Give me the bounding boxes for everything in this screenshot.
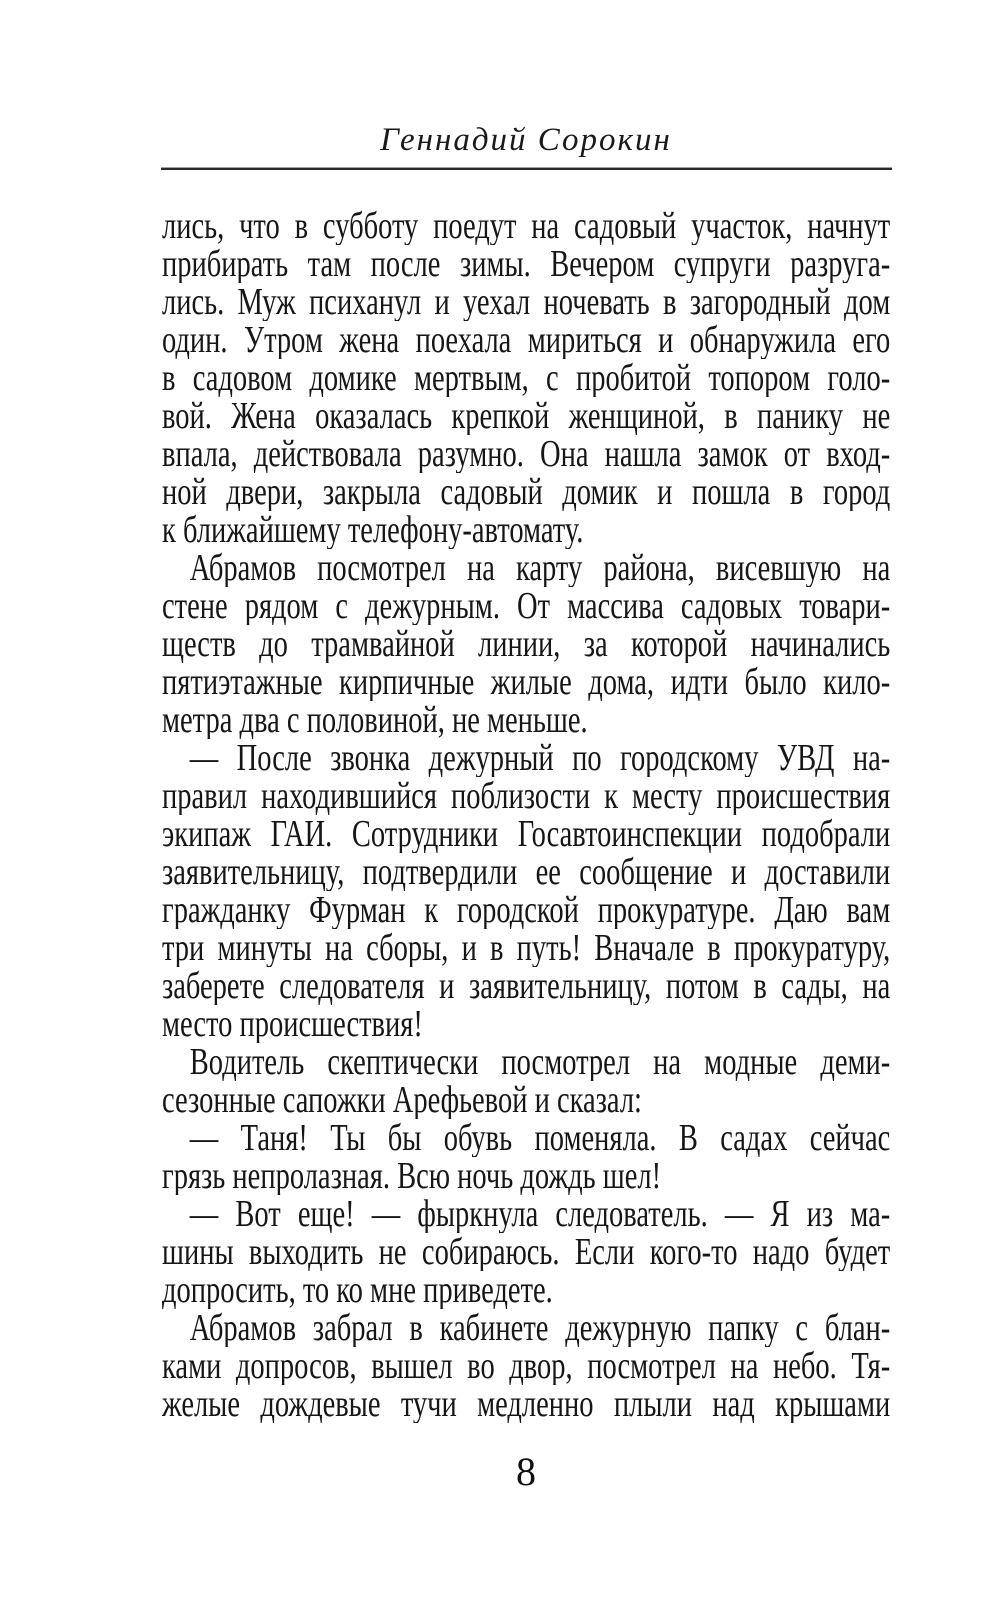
text-line: гражданку Фурман к городской прокуратуре. Даю вам: [162, 891, 891, 929]
text-line: пятиэтажные кирпичные жилые дома, идти было кило-: [162, 663, 891, 701]
text-line: желые дождевые тучи медленно плыли над крышами: [162, 1385, 891, 1423]
text-line: три минуты на сборы, и в путь! Вначале в прокуратуру,: [162, 929, 891, 967]
text-line: — После звонка дежурный по городскому УВД на-: [189, 739, 891, 777]
text-line: Абрамов забрал в кабинете дежурную папку с блан-: [189, 1309, 891, 1347]
text-line: Водитель скептически посмотрел на модные деми-: [189, 1043, 891, 1081]
text-line: грязь непролазная. Всю ночь дождь шел!: [162, 1157, 662, 1195]
text-line: ками допросов, вышел во двор, посмотрел на небо. Тя-: [162, 1347, 891, 1385]
text-line: лись. Муж психанул и уехал ночевать в загородный дом: [162, 283, 891, 321]
text-line: допросить, то ко мне приведете.: [162, 1271, 553, 1309]
text-line: стене рядом с дежурным. От массива садовых товари-: [162, 587, 891, 625]
author-header: Геннадий Сорокин: [380, 122, 672, 158]
text-line: метра два с половиной, не меньше.: [162, 701, 588, 739]
text-line: шины выходить не собираюсь. Если кого-то надо будет: [162, 1233, 891, 1271]
text-line: к ближайшему телефону-автомату.: [162, 511, 584, 549]
text-line: ной двери, закрыла садовый домик и пошла в город: [162, 473, 891, 511]
text-line: заявительницу, подтвердили ее сообщение и доставили: [162, 853, 891, 891]
text-line: сезонные сапожки Арефьевой и сказал:: [162, 1081, 642, 1119]
text-line: прибирать там после зимы. Вечером супруги разруга-: [162, 245, 891, 283]
text-line: место происшествия!: [162, 1005, 423, 1043]
text-line: ществ до трамвайной линии, за которой начинались: [162, 625, 891, 663]
text-line: — Вот еще! — фыркнула следователь. — Я из ма-: [189, 1195, 891, 1233]
header-rule-divider: [161, 167, 892, 170]
text-line: в садовом домике мертвым, с пробитой топором голо-: [162, 359, 891, 397]
text-line: Абрамов посмотрел на карту района, висевшую на: [189, 549, 891, 587]
text-line: экипаж ГАИ. Сотрудники Госавтоинспекции подобрали: [162, 815, 891, 853]
text-line: лись, что в субботу поедут на садовый участок, начнут: [162, 207, 891, 245]
text-line: один. Утром жена поехала мириться и обнаружила его: [162, 321, 891, 359]
text-line: впала, действовала разумно. Она нашла замок от вход-: [162, 435, 891, 473]
page-number: 8: [516, 1449, 536, 1494]
text-line: вой. Жена оказалась крепкой женщиной, в панику не: [162, 397, 891, 435]
text-line: правил находившийся поблизости к месту происшествия: [162, 777, 891, 815]
text-line: — Таня! Ты бы обувь поменяла. В садах сейчас: [189, 1119, 891, 1157]
text-line: заберете следователя и заявительницу, потом в сады, на: [162, 967, 891, 1005]
page-body-text: [162, 207, 890, 1423]
